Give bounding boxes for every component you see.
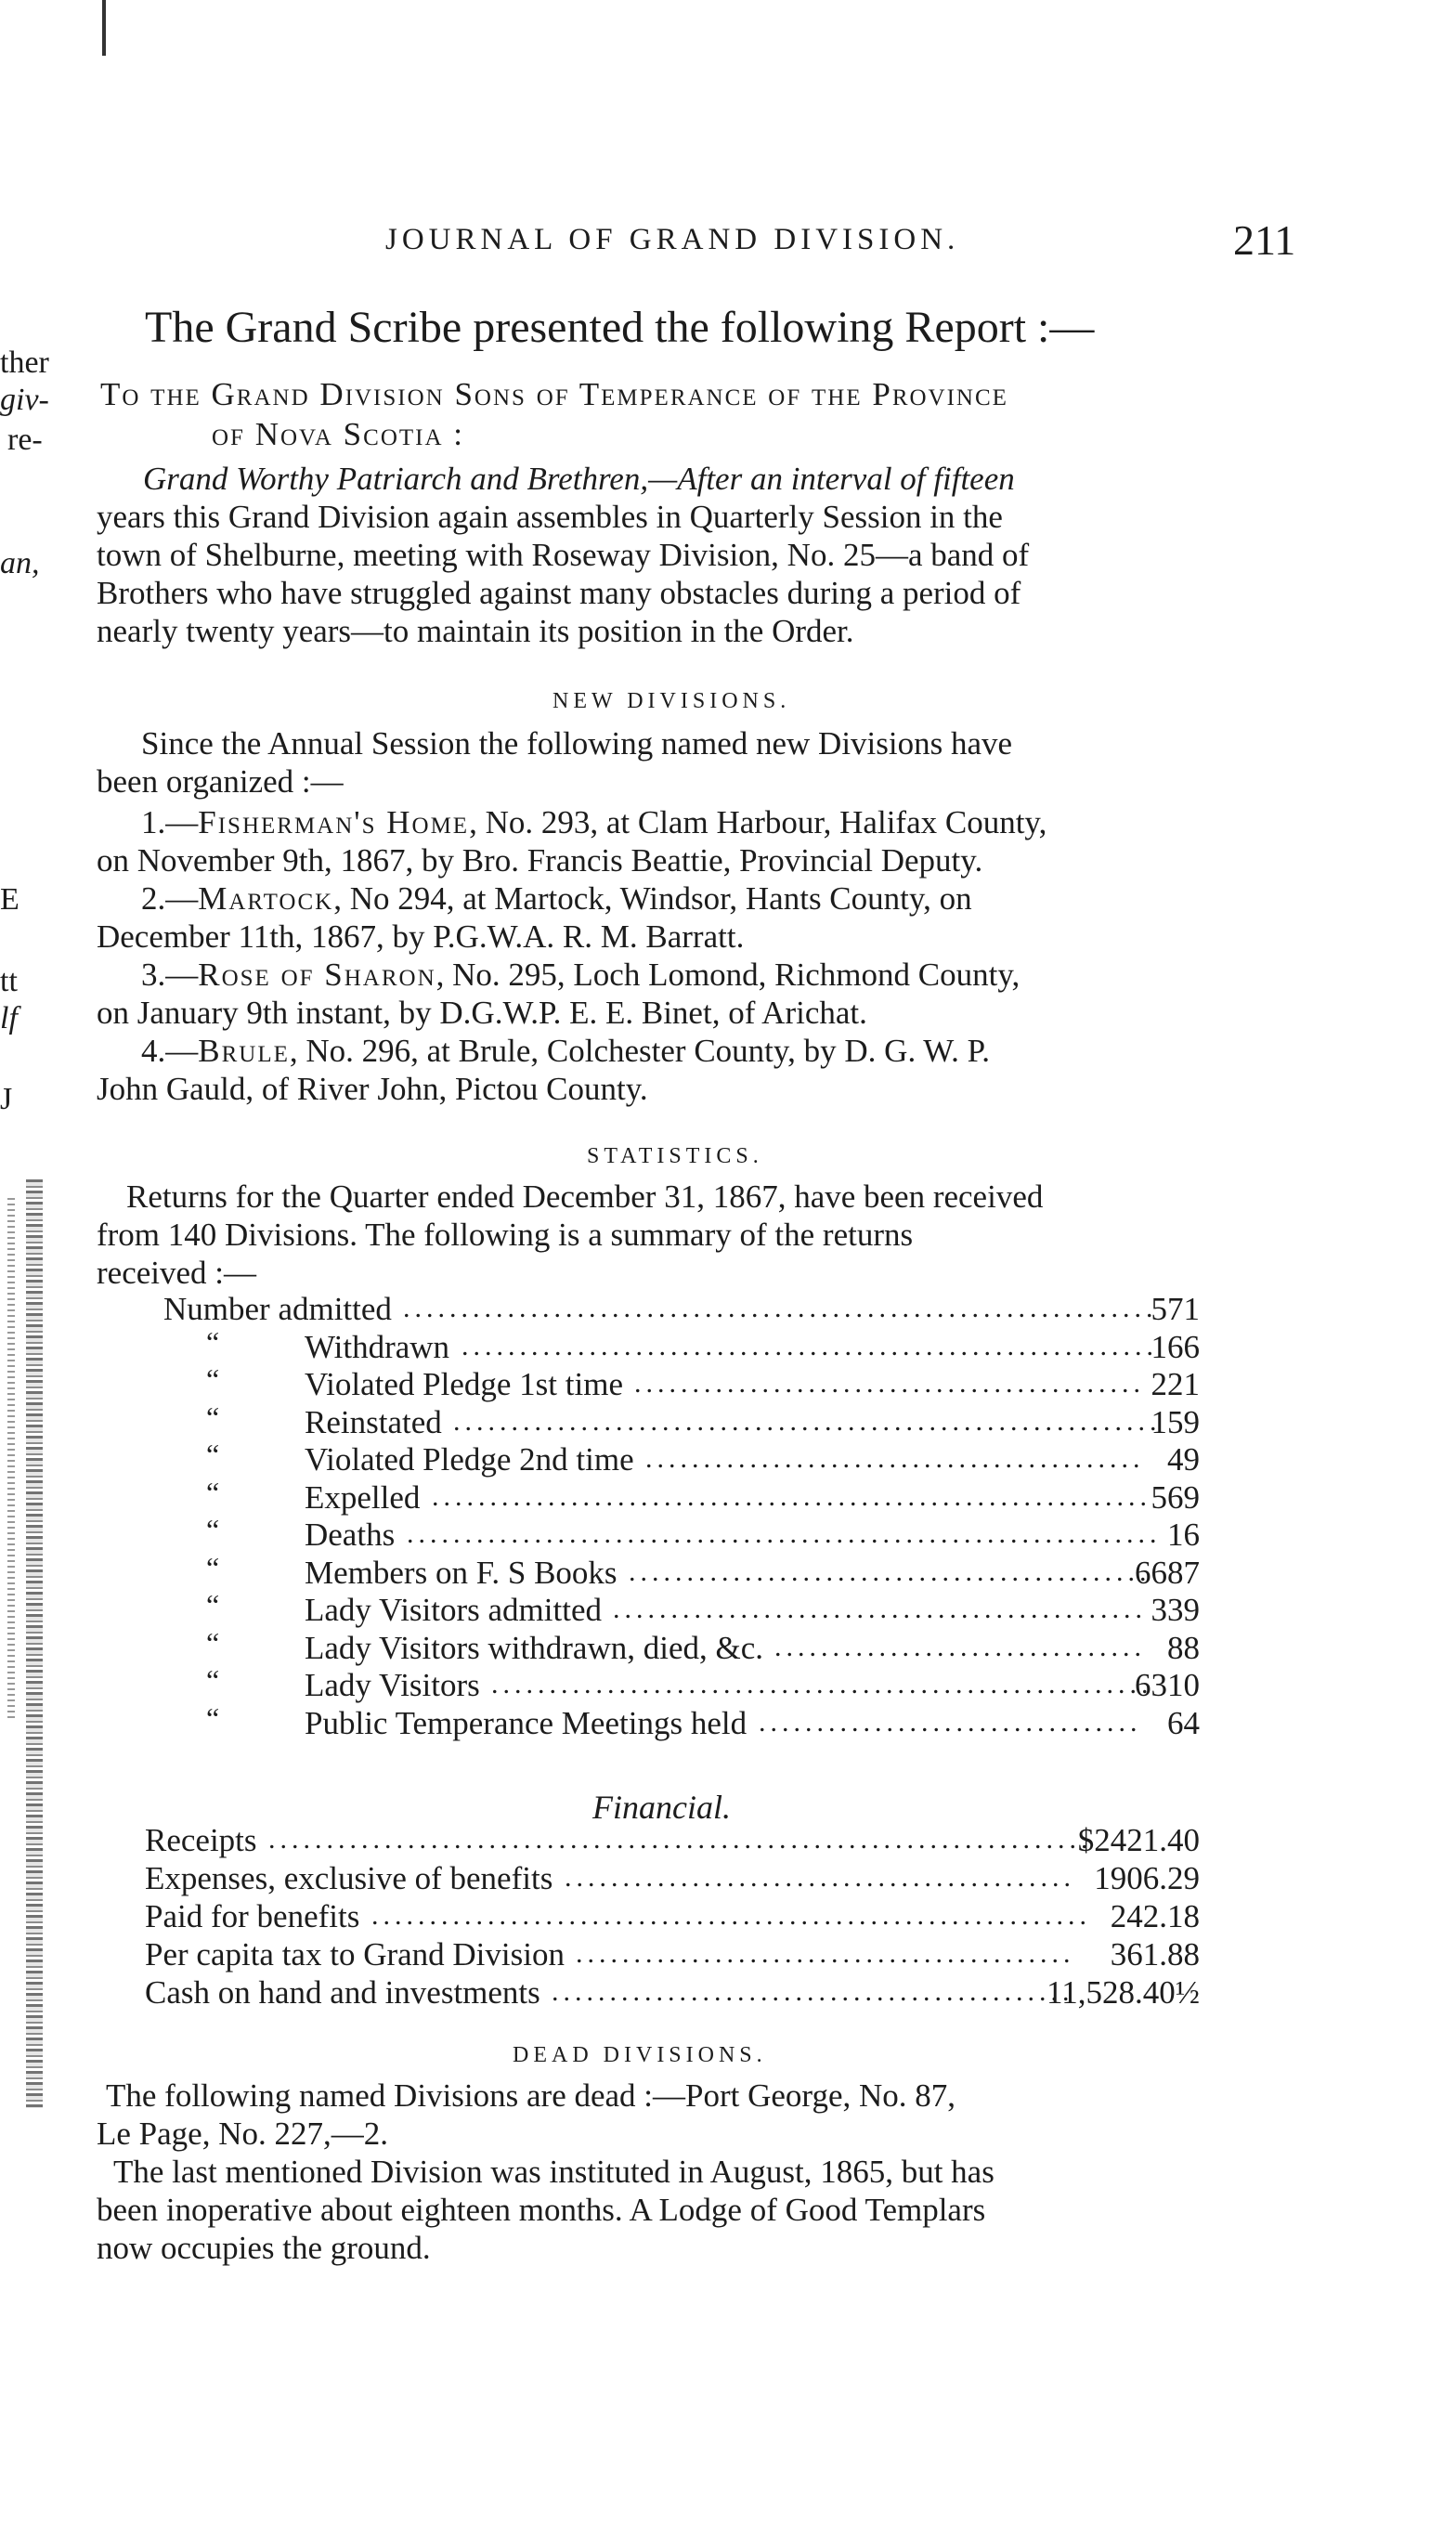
item-text: , No 294, at Martock, Windsor, Hants County, on — [333, 880, 972, 917]
financial-value: 11,528.40½ — [1046, 1974, 1200, 2011]
leader-dots: .............................................................. — [371, 1900, 1091, 1931]
item-continuation: John Gauld, of River John, Pictou County. — [97, 1071, 648, 1107]
address-line-1: To the Grand Division Sons of Temperance of the Province — [100, 376, 1008, 412]
financial-label: Receipts — [145, 1822, 257, 1858]
ditto-mark: “ — [206, 1663, 220, 1697]
division-item-1 — [97, 803, 1322, 841]
stat-label: Violated Pledge 1st time — [305, 1366, 623, 1402]
stat-value: 571 — [1150, 1291, 1200, 1327]
intro-line: Since the Annual Session the following named new Divisions have — [141, 725, 1013, 762]
address-line-2: of Nova Scotia : — [212, 416, 464, 452]
new-divisions-list — [97, 803, 1322, 1108]
stat-label: Violated Pledge 2nd time — [305, 1441, 634, 1478]
opening-line: town of Shelburne, meeting with Roseway Division, No. 25—a band of — [97, 537, 1030, 573]
item-prefix: 2.— — [141, 880, 199, 917]
margin-fragment: re- — [7, 423, 43, 457]
opening-line: nearly twenty years—to maintain its position in the Order. — [97, 613, 854, 649]
section-heading-dead-divisions: DEAD DIVISIONS. — [513, 2043, 767, 2067]
item-prefix: 3.— — [141, 957, 199, 993]
stat-label: Lady Visitors withdrawn, died, &c. — [305, 1630, 763, 1666]
leader-dots: ................................................................. — [403, 1293, 1158, 1323]
dead-divisions-para-2 — [97, 2153, 1304, 2267]
financial-label: Per capita tax to Grand Division — [145, 1936, 565, 1973]
stat-value: 6310 — [1135, 1667, 1200, 1703]
leader-dots: ............................................................ — [462, 1331, 1158, 1361]
dead-line: been inoperative about eighteen months. A Lodge of Good Templars — [97, 2192, 986, 2228]
statistics-intro — [97, 1178, 1304, 1292]
stat-value: 88 — [1167, 1630, 1200, 1666]
leader-dots: ......................................................... — [491, 1669, 1153, 1699]
item-continuation: on November 9th, 1867, by Bro. Francis Beattie, Provincial Deputy. — [97, 842, 983, 879]
leader-dots: ....................................................................... — [268, 1824, 1093, 1855]
ditto-mark: “ — [206, 1476, 220, 1509]
opening-line: Grand Worthy Patriarch and Brethren,—After an interval of fifteen — [143, 461, 1015, 497]
financial-value: 1906.29 — [1094, 1860, 1200, 1896]
ditto-mark: “ — [206, 1325, 220, 1359]
division-item-4 — [97, 1032, 1322, 1070]
stat-label: Number admitted — [163, 1291, 392, 1327]
ditto-mark: “ — [206, 1551, 220, 1584]
stat-value: 569 — [1150, 1479, 1200, 1516]
dead-line: The following named Divisions are dead :—Port George, No. 87, — [106, 2077, 956, 2114]
leader-dots: ............................................ — [565, 1862, 1075, 1893]
report-intro: The Grand Scribe presented the following Report :— — [145, 303, 1095, 352]
stat-value: 64 — [1167, 1705, 1200, 1741]
section-heading-new-divisions: NEW DIVISIONS. — [552, 689, 791, 713]
section-heading-statistics: STATISTICS. — [587, 1144, 763, 1168]
ditto-mark: “ — [206, 1438, 220, 1471]
division-name: Rose of Sharon — [198, 957, 436, 993]
financial-value: 242.18 — [1110, 1898, 1200, 1934]
leader-dots: ........................................... — [645, 1443, 1145, 1474]
margin-fragment: J — [0, 1082, 13, 1116]
financial-value: 361.88 — [1110, 1936, 1200, 1973]
financial-heading: Financial. — [592, 1789, 731, 1826]
financial-label: Paid for benefits — [145, 1898, 360, 1934]
financial-label: Expenses, exclusive of benefits — [145, 1860, 553, 1896]
margin-fragment: ther — [0, 345, 49, 380]
scan-edge-mark — [102, 0, 106, 56]
leader-dots: ............................................................. — [453, 1406, 1162, 1437]
ditto-mark: “ — [206, 1626, 220, 1660]
binding-edge-artifact — [26, 1179, 43, 2108]
ditto-mark: “ — [206, 1400, 220, 1434]
margin-fragment: tt — [0, 964, 18, 998]
stat-label: Withdrawn — [305, 1329, 450, 1365]
stat-value: 221 — [1150, 1366, 1200, 1402]
leader-dots: ........................................... — [576, 1938, 1075, 1969]
ditto-mark: “ — [206, 1362, 220, 1396]
stat-label: Public Temperance Meetings held — [305, 1705, 748, 1741]
stats-intro-line: Returns for the Quarter ended December 31, 1867, have been received — [126, 1178, 1044, 1215]
margin-fragment: an, — [0, 546, 40, 580]
stats-intro-line: received :— — [97, 1255, 256, 1291]
division-name: Martock — [198, 880, 334, 917]
running-header: JOURNAL OF GRAND DIVISION. — [385, 223, 960, 256]
new-divisions-intro — [97, 724, 1304, 801]
item-prefix: 1.— — [141, 804, 199, 840]
ditto-mark: “ — [206, 1513, 220, 1546]
leader-dots: .............................................. — [613, 1594, 1147, 1624]
ditto-mark: “ — [206, 1588, 220, 1621]
page-number: 211 — [1233, 216, 1296, 264]
stat-value: 166 — [1150, 1329, 1200, 1365]
opening-paragraph — [97, 460, 1304, 650]
stat-value: 16 — [1167, 1517, 1200, 1553]
item-text: , No. 293, at Clam Harbour, Halifax County, — [469, 804, 1047, 840]
financial-label: Cash on hand and investments — [145, 1974, 540, 2011]
stat-label: Lady Visitors — [305, 1667, 480, 1703]
opening-line: years this Grand Division again assembles in Quarterly Session in the — [97, 499, 1003, 535]
ditto-mark: “ — [206, 1701, 220, 1735]
leader-dots: ................................. — [759, 1707, 1142, 1738]
dead-divisions-para-1 — [97, 2077, 1304, 2153]
stat-value: 159 — [1150, 1404, 1200, 1440]
dead-line: now occupies the ground. — [97, 2230, 431, 2266]
item-prefix: 4.— — [141, 1033, 199, 1069]
leader-dots: ............................................. — [552, 1976, 1074, 2007]
leader-dots: ................................ — [774, 1632, 1146, 1662]
margin-fragment: giv- — [0, 383, 49, 417]
stat-label: Reinstated — [305, 1404, 442, 1440]
opening-line: Brothers who have struggled against many obstacles during a period of — [97, 575, 1021, 611]
intro-line: been organized :— — [97, 763, 344, 800]
stat-label: Expelled — [305, 1479, 421, 1516]
stat-value: 6687 — [1135, 1555, 1200, 1591]
division-item-3 — [97, 956, 1322, 994]
dead-line: Le Page, No. 227,—2. — [97, 2116, 388, 2152]
leader-dots: ............................................. — [629, 1556, 1151, 1587]
leader-dots: ............................................ — [634, 1368, 1145, 1399]
stat-label: Members on F. S Books — [305, 1555, 618, 1591]
division-item-2 — [97, 879, 1322, 918]
margin-fragment: lf — [0, 1001, 18, 1035]
dead-line: The last mentioned Division was instituted in August, 1865, but has — [113, 2154, 994, 2190]
margin-fragment: E — [0, 882, 20, 917]
stat-label: Lady Visitors admitted — [305, 1592, 602, 1628]
leader-dots: ................................................................. — [407, 1518, 1162, 1549]
item-text: , No. 296, at Brule, Colchester County, by D. G. W. P. — [289, 1033, 990, 1069]
stats-intro-line: from 140 Divisions. The following is a summary of the returns — [97, 1217, 914, 1253]
stat-value: 49 — [1167, 1441, 1200, 1478]
item-continuation: December 11th, 1867, by P.G.W.A. R. M. Barratt. — [97, 918, 745, 955]
leader-dots: .............................................................. — [432, 1481, 1151, 1512]
stat-label: Deaths — [305, 1517, 396, 1553]
stat-value: 339 — [1150, 1592, 1200, 1628]
item-continuation: on January 9th instant, by D.G.W.P. E. E. Binet, of Arichat. — [97, 995, 867, 1031]
division-name: Brule — [198, 1033, 290, 1069]
division-name: Fisherman's Home — [198, 804, 470, 840]
item-text: , No. 295, Loch Lomond, Richmond County, — [436, 957, 1020, 993]
binding-edge-artifact-2 — [7, 1198, 15, 1718]
financial-value: $2421.40 — [1077, 1822, 1200, 1858]
